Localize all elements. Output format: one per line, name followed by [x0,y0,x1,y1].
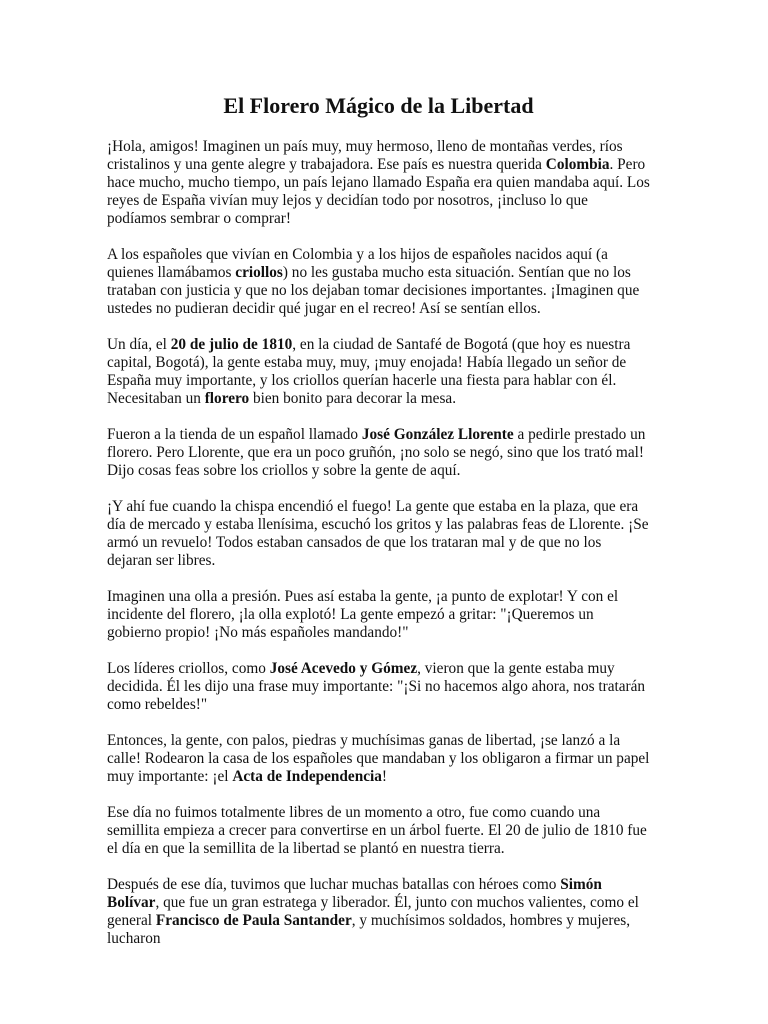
text-run: bien bonito para decorar la mesa. [249,390,457,407]
text-run: Entonces, la gente, con palos, piedras y muchísimas ganas de libertad, ¡se lanzó a la calle! Rodearon la casa de los españoles que mandaban y los obligaron a firmar un papel muy importante: ¡el [107,732,650,785]
text-run: A los españoles que vivían en Colombia y a los hijos de españoles nacidos aquí (a quienes llamábamos [107,246,608,281]
text-run: Un día, el [107,336,171,353]
paragraph [107,588,650,642]
text-run: ! [381,768,388,785]
text-run: ¡Hola, amigos! Imaginen un país muy, muy hermoso, lleno de montañas verdes, ríos cristalinos y una gente alegre y trabajadora. Ese país es nuestra querida [107,138,623,173]
document-body [107,138,650,948]
paragraph [107,138,650,228]
bold-text: Simón Bolívar [107,876,602,911]
text-run: Imaginen una olla a presión. Pues así estaba la gente, ¡a punto de explotar! Y con el incidente del florero, ¡la olla explotó! La gente empezó a gritar: "¡Queremos un gobierno propio! ¡No más españoles mandando!" [107,588,619,641]
text-run: Los líderes criollos, como [107,660,270,677]
paragraph [107,426,650,480]
bold-text: Acta de Independencia [232,768,382,785]
text-run: . Pero hace mucho, mucho tiempo, un país lejano llamado España era quien mandaba aquí. Los reyes de España vivían muy lejos y decidían todo por nosotros, ¡incluso lo que podíamos sembrar o comprar! [107,156,650,227]
text-run: a pedirle prestado un florero. Pero Llorente, que era un poco gruñón, ¡no solo se negó, sino que los trató mal! Dijo cosas feas sobre los criollos y sobre la gente de aquí. [107,426,646,479]
text-run: , y muchísimos soldados, hombres y mujeres, lucharon [107,912,631,947]
text-run: Después de ese día, tuvimos que luchar muchas batallas con héroes como [107,876,561,893]
text-run: ) no les gustaba mucho esta situación. Sentían que no los trataban con justicia y que no los dejaban tomar decisiones importantes. ¡Imaginen que ustedes no pudieran decidir qué jugar en el recreo! Así se sentían ellos. [107,264,640,317]
paragraph [107,876,650,948]
bold-text: 20 de julio de 1810 [170,336,293,353]
bold-text: Colombia [545,156,610,173]
text-run: ¡Y ahí fue cuando la chispa encendió el fuego! La gente que estaba en la plaza, que era día de mercado y estaba llenísima, escuchó los gritos y las palabras feas de Llorente. ¡Se armó un revuelo! Todos estaban cansados de que los trataran mal y de que no los dejaran ser libres. [107,498,649,569]
bold-text: José González Llorente [361,426,514,443]
text-run: , vieron que la gente estaba muy decidida. Él les dijo una frase muy importante: "¡Si no hacemos algo ahora, nos tratarán como rebeldes!" [107,660,646,713]
text-run: Fueron a la tienda de un español llamado [107,426,362,443]
paragraph [107,246,650,318]
bold-text: florero [204,390,250,407]
text-run: , en la ciudad de Santafé de Bogotá (que hoy es nuestra capital, Bogotá), la gente estaba muy, muy, ¡muy enojada! Había llegado un señor de España muy importante, y los criollos querían hacerle una fiesta para hablar con él. Necesitaban un [107,336,631,407]
document-title: El Florero Mágico de la Libertad [223,93,534,118]
text-run: Ese día no fuimos totalmente libres de un momento a otro, fue como cuando una semillita empieza a crecer para convertirse en un árbol fuerte. El 20 de julio de 1810 fue el día en que la semillita de la libertad se plantó en nuestra tierra. [107,804,647,857]
bold-text: Francisco de Paula Santander [155,912,352,929]
paragraph [107,336,650,408]
paragraph [107,498,650,570]
paragraph [107,660,650,714]
bold-text: José Acevedo y Gómez [269,660,418,677]
paragraph [107,732,650,786]
bold-text: criollos [235,264,283,281]
text-run: , que fue un gran estratega y liberador. Él, junto con muchos valientes, como el general [107,894,639,929]
paragraph [107,804,650,858]
